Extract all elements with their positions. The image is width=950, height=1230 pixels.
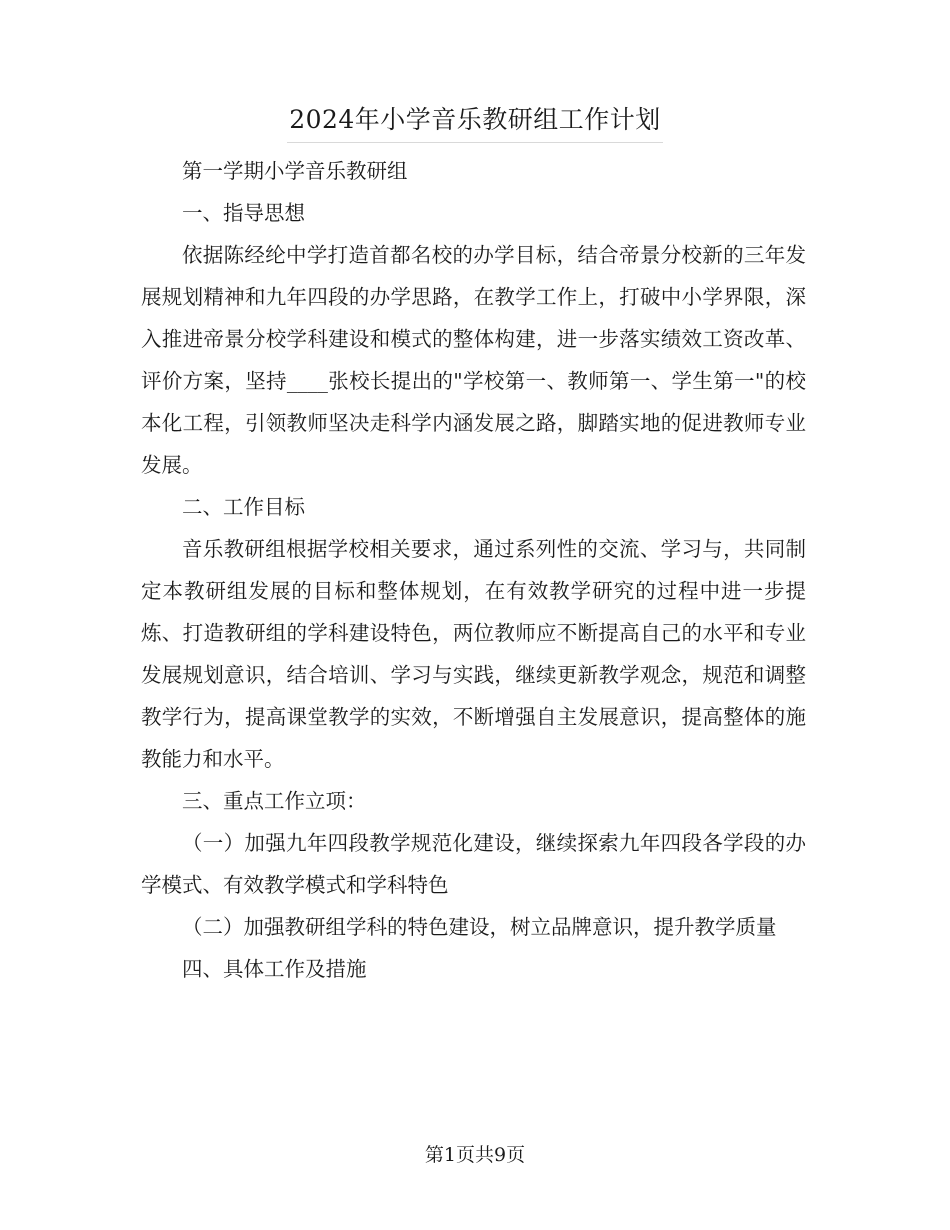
heading-key-projects: 三、重点工作立项：	[182, 789, 367, 813]
heading-guiding-thought: 一、指导思想	[182, 201, 305, 225]
paragraph-subtitle: 第一学期小学音乐教研组	[182, 159, 408, 183]
document-title: 2024年小学音乐教研组工作计划	[287, 100, 663, 143]
paragraph-guiding-thought: 依据陈经纶中学打造首都名校的办学目标，结合帝景分校新的三年发展规划精神和九年四段的办学思路，在教学工作上，打破中小学界限，深入推进帝景分校学科建设和模式的整体构建，进一步落实绩效工资改革、评价方案，坚持____张校长提出的"学校第一、教师第一、学生第一"的校本化工程，引领教师坚决走科学内涵发展之路，脚踏实地的促进教师专业发展。	[141, 243, 806, 477]
document-body	[141, 150, 806, 990]
paragraph-project-1: （一）加强九年四段教学规范化建设，继续探索九年四段各学段的办学模式、有效教学模式和学科特色	[141, 831, 806, 897]
heading-work-goals: 二、工作目标	[182, 495, 305, 519]
paragraph-work-goals: 音乐教研组根据学校相关要求，通过系列性的交流、学习与，共同制定本教研组发展的目标和整体规划，在有效教学研究的过程中进一步提炼、打造教研组的学科建设特色，两位教师应不断提高自己的水平和专业发展规划意识，结合培训、学习与实践，继续更新教学观念，规范和调整教学行为，提高课堂教学的实效，不断增强自主发展意识，提高整体的施教能力和水平。	[141, 537, 806, 771]
heading-specific-work: 四、具体工作及措施	[182, 957, 367, 981]
title-container	[0, 100, 950, 143]
page-footer: 第1页共9页	[424, 1144, 526, 1166]
paragraph-project-2: （二）加强教研组学科的特色建设，树立品牌意识，提升教学质量	[182, 915, 777, 939]
